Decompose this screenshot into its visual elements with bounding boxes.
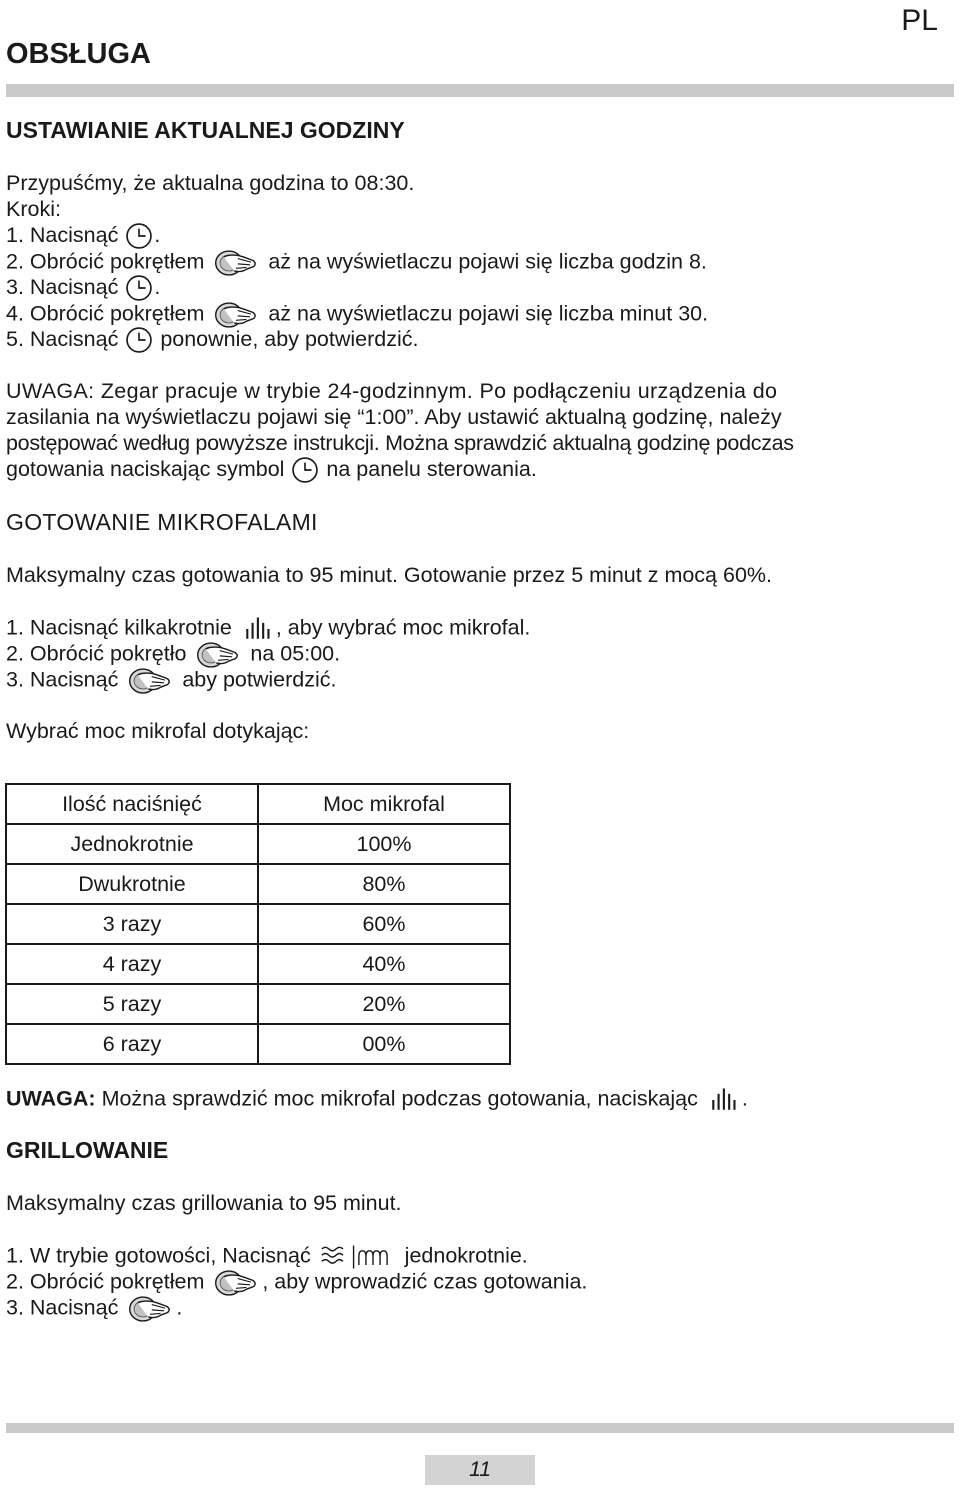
clock-step-3 bbox=[6, 274, 160, 302]
microwave-step-1-text: 1. Nacisnąć kilkakrotnie bbox=[6, 615, 232, 640]
clock-step-5-end: ponownie, aby potwierdzić. bbox=[160, 327, 419, 351]
table-cell: 5 razy bbox=[6, 984, 258, 1024]
clock-note-line-2: zasilania na wyświetlaczu pojawi się “1:00”. Aby ustawić aktualną godzinę, należy bbox=[6, 405, 782, 429]
table-cell: 80% bbox=[258, 864, 510, 904]
clock-note-line-3: postępować według powyższe instrukcji. Można sprawdzić aktualną godzinę podczas bbox=[6, 431, 794, 455]
microwave-step-1-end: , aby wybrać moc mikrofal. bbox=[275, 615, 531, 640]
clock-icon bbox=[124, 222, 154, 250]
microwave-note-end: . bbox=[741, 1086, 748, 1111]
grill-step-2-end: , aby wprowadzić czas gotowania. bbox=[262, 1269, 588, 1294]
grill-step-1-text: 1. W trybie gotowości, Nacisnąć bbox=[6, 1243, 311, 1268]
footer-divider bbox=[6, 1423, 954, 1433]
clock-step-3-text: 3. Nacisnąć bbox=[6, 275, 119, 299]
microwave-step-3 bbox=[6, 666, 336, 696]
power-select-label: Wybrać moc mikrofal dotykając: bbox=[6, 719, 310, 743]
clock-step-2-text: 2. Obrócić pokrętłem bbox=[6, 249, 205, 274]
clock-step-4-text: 4. Obrócić pokrętłem bbox=[6, 301, 205, 326]
clock-step-1-text: 1. Nacisnąć bbox=[6, 223, 119, 247]
microwave-power-table bbox=[5, 783, 511, 1065]
table-header-row bbox=[6, 784, 510, 824]
microwave-max-time: Maksymalny czas gotowania to 95 minut. Gotowanie przez 5 minut z mocą 60%. bbox=[6, 563, 772, 587]
table-cell: 4 razy bbox=[6, 944, 258, 984]
table-cell: 3 razy bbox=[6, 904, 258, 944]
header-divider bbox=[6, 84, 954, 97]
microwave-step-3-text: 3. Nacisnąć bbox=[6, 667, 119, 692]
grill-step-3-text: 3. Nacisnąć bbox=[6, 1295, 119, 1320]
table-row bbox=[6, 1024, 510, 1064]
knob-hand-icon bbox=[210, 248, 262, 278]
clock-icon bbox=[124, 326, 154, 354]
table-row bbox=[6, 904, 510, 944]
table-cell: 6 razy bbox=[6, 1024, 258, 1064]
microwave-step-2-end: na 05:00. bbox=[250, 641, 341, 666]
table-row bbox=[6, 984, 510, 1024]
clock-icon bbox=[290, 456, 320, 484]
table-cell: Jednokrotnie bbox=[6, 824, 258, 864]
table-cell: 100% bbox=[258, 824, 510, 864]
microwave-power-icon bbox=[704, 1085, 742, 1115]
clock-step-3-end: . bbox=[154, 275, 161, 299]
grill-step-2-text: 2. Obrócić pokrętłem bbox=[6, 1269, 205, 1294]
grill-max-time: Maksymalny czas grillowania to 95 minut. bbox=[6, 1191, 402, 1215]
page-number: 11 bbox=[425, 1455, 535, 1485]
clock-step-1 bbox=[6, 222, 160, 250]
clock-step-2-end: aż na wyświetlaczu pojawi się liczba godzin 8. bbox=[268, 249, 707, 274]
clock-note-line-4-end: na panelu sterowania. bbox=[326, 457, 537, 481]
clock-icon bbox=[124, 274, 154, 302]
grill-step-1-end: jednokrotnie. bbox=[404, 1243, 528, 1268]
table-cell: 00% bbox=[258, 1024, 510, 1064]
clock-step-1-end: . bbox=[154, 223, 161, 247]
grill-section-heading: GRILLOWANIE bbox=[6, 1137, 169, 1163]
table-row bbox=[6, 824, 510, 864]
knob-hand-icon bbox=[124, 666, 176, 696]
table-cell: 40% bbox=[258, 944, 510, 984]
page-title: OBSŁUGA bbox=[6, 38, 151, 70]
table-row bbox=[6, 864, 510, 904]
clock-step-4-end: aż na wyświetlaczu pojawi się liczba minut 30. bbox=[268, 301, 709, 326]
microwave-section-heading: GOTOWANIE MIKROFALAMI bbox=[6, 509, 318, 535]
grill-step-3-end: . bbox=[176, 1295, 183, 1320]
knob-hand-icon bbox=[124, 1294, 176, 1324]
clock-note-line-4 bbox=[6, 456, 537, 484]
clock-step-5-text: 5. Nacisnąć bbox=[6, 327, 119, 351]
clock-section-heading: USTAWIANIE AKTUALNEJ GODZINY bbox=[6, 117, 405, 143]
table-cell: Dwukrotnie bbox=[6, 864, 258, 904]
clock-note-line-4-text: gotowania naciskając symbol bbox=[6, 457, 285, 481]
clock-note-line-1: UWAGA: Zegar pracuje w trybie 24-godzinnym. Po podłączeniu urządzenia do bbox=[6, 379, 778, 403]
table-cell: 20% bbox=[258, 984, 510, 1024]
table-header-cell: Ilość naciśnięć bbox=[6, 784, 258, 824]
grill-step-3 bbox=[6, 1294, 182, 1324]
knob-hand-icon bbox=[210, 1268, 262, 1298]
microwave-note-label: UWAGA: bbox=[6, 1086, 96, 1111]
microwave-note bbox=[6, 1085, 748, 1115]
table-row bbox=[6, 944, 510, 984]
language-code: PL bbox=[901, 4, 938, 37]
microwave-note-text: Można sprawdzić moc mikrofal podczas gotowania, naciskając bbox=[101, 1086, 698, 1111]
steps-label: Kroki: bbox=[6, 197, 61, 221]
clock-step-5 bbox=[6, 326, 418, 354]
microwave-step-2-text: 2. Obrócić pokrętło bbox=[6, 641, 187, 666]
clock-intro: Przypuśćmy, że aktualna godzina to 08:30. bbox=[6, 171, 415, 195]
table-header-cell: Moc mikrofal bbox=[258, 784, 510, 824]
table-cell: 60% bbox=[258, 904, 510, 944]
microwave-step-3-end: aby potwierdzić. bbox=[182, 667, 337, 692]
